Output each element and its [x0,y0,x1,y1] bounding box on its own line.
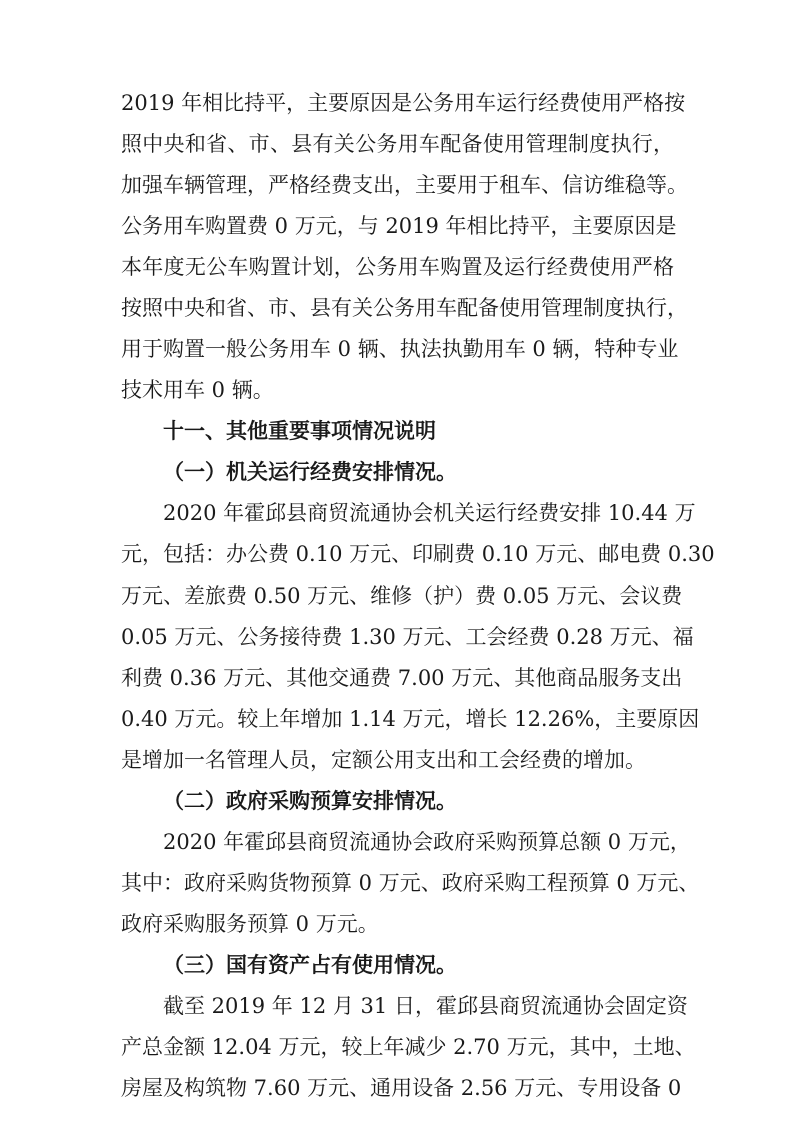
paragraph-line: 0.05 万元、公务接待费 1.30 万元、工会经费 0.28 万元、福 [121,625,694,649]
paragraph-line: 元，包括：办公费 0.10 万元、印刷费 0.10 万元、邮电费 0.30 [121,542,715,566]
subsection-heading: （一）机关运行经费安排情况。 [163,460,457,484]
paragraph-line: 加强车辆管理，严格经费支出，主要用于租车、信访维稳等。 [121,173,688,197]
paragraph-line: 2019 年相比持平，主要原因是公务用车运行经费使用严格按 [121,91,686,115]
paragraph-line: 按照中央和省、市、县有关公务用车配备使用管理制度执行， [121,296,688,320]
subsection-heading: （二）政府采购预算安排情况。 [163,789,457,813]
paragraph-line: 其中：政府采购货物预算 0 万元、政府采购工程预算 0 万元、 [121,871,700,895]
paragraph-line: 2020 年霍邱县商贸流通协会政府采购预算总额 0 万元， [163,830,691,854]
paragraph-line: 本年度无公车购置计划，公务用车购置及运行经费使用严格 [121,255,674,279]
section-heading: 十一、其他重要事项情况说明 [163,419,436,443]
paragraph-line: 房屋及构筑物 7.60 万元、通用设备 2.56 万元、专用设备 0 [121,1076,682,1100]
paragraph-line: 万元、差旅费 0.50 万元、维修（护）费 0.05 万元、会议费 [121,584,683,608]
paragraph-line: 是增加一名管理人员，定额公用支出和工会经费的增加。 [121,748,646,772]
paragraph-line: 公务用车购置费 0 万元，与 2019 年相比持平，主要原因是 [121,214,677,238]
paragraph-line: 产总金额 12.04 万元，较上年减少 2.70 万元，其中，土地、 [121,1035,696,1059]
paragraph-line: 利费 0.36 万元、其他交通费 7.00 万元、其他商品服务支出 [121,666,683,690]
paragraph-line: 技术用车 0 辆。 [121,378,274,402]
subsection-heading: （三）国有资产占有使用情况。 [163,953,457,977]
paragraph-line: 政府采购服务预算 0 万元。 [121,912,379,936]
paragraph-line: 2020 年霍邱县商贸流通协会机关运行经费安排 10.44 万 [163,501,696,525]
paragraph-line: 照中央和省、市、县有关公务用车配备使用管理制度执行， [121,132,674,156]
paragraph-line: 截至 2019 年 12 月 31 日，霍邱县商贸流通协会固定资 [163,994,688,1018]
paragraph-line: 用于购置一般公务用车 0 辆、执法执勤用车 0 辆，特种专业 [121,337,679,361]
paragraph-line: 0.40 万元。较上年增加 1.14 万元，增长 12.26%，主要原因 [121,707,700,731]
